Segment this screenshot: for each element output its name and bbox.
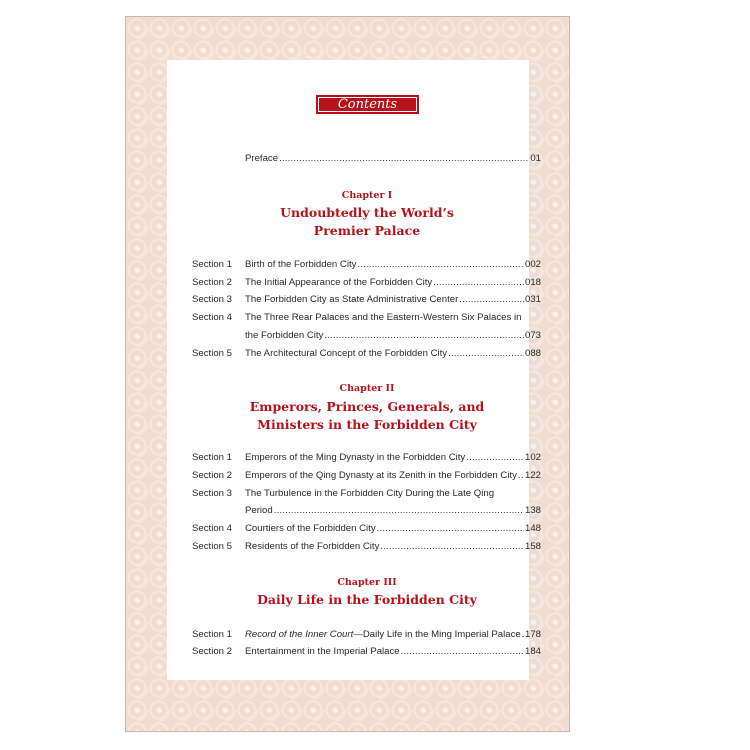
toc-entry-page: 031	[524, 294, 541, 305]
dot-leader	[380, 541, 524, 552]
dot-leader	[522, 629, 524, 640]
toc-entry[interactable]	[245, 541, 541, 552]
dot-leader	[518, 470, 524, 481]
toc-entry-title-continued: Period	[245, 505, 273, 516]
toc-entry-title: Preface	[245, 153, 279, 164]
contents-heading-badge	[316, 95, 419, 114]
dot-leader	[324, 330, 524, 341]
toc-entry-title: The Architectural Concept of the Forbidden City	[245, 348, 448, 359]
toc-entry[interactable]	[245, 259, 541, 270]
toc-entry[interactable]	[245, 330, 541, 341]
dot-leader	[279, 153, 529, 164]
section-label: Section 4	[192, 312, 233, 323]
toc-entry[interactable]	[245, 523, 541, 534]
dot-leader	[401, 646, 524, 657]
toc-entry-title: Courtiers of the Forbidden City	[245, 523, 376, 534]
toc-entry-title: Emperors of the Qing Dynasty at its Zenith in the Forbidden City	[245, 470, 517, 481]
toc-entry[interactable]	[245, 452, 541, 463]
section-label: Section 2	[192, 646, 233, 657]
chapter-title-line: Daily Life in the Forbidden City	[257, 592, 477, 607]
section-label: Section 1	[192, 452, 233, 463]
toc-entry-title: Residents of the Forbidden City	[245, 541, 380, 552]
dot-leader	[459, 294, 524, 305]
toc-entry-page: 01	[530, 153, 541, 164]
dot-leader	[448, 348, 524, 359]
chapter-label: Chapter I	[341, 190, 393, 201]
toc-entry-page: 102	[524, 452, 541, 463]
toc-entry-title: The Forbidden City as State Administrative Center	[245, 294, 459, 305]
toc-entry[interactable]	[245, 277, 541, 288]
dot-leader	[466, 452, 524, 463]
toc-entry-page: 073	[524, 330, 541, 341]
toc-entry[interactable]	[245, 470, 541, 481]
section-label: Section 3	[192, 294, 233, 305]
toc-entry-title-italic: Record of the Inner Court	[245, 629, 354, 640]
toc-entry-title: The Three Rear Palaces and the Eastern-Western Six Palaces in	[245, 312, 522, 323]
toc-entry-page: 018	[524, 277, 541, 288]
section-label: Section 2	[192, 470, 233, 481]
chapter-title-line: Emperors, Princes, Generals, and	[249, 399, 485, 414]
toc-entry[interactable]	[245, 348, 541, 359]
toc-entry-page: 158	[524, 541, 541, 552]
toc-entry-page: 138	[524, 505, 541, 516]
section-label: Section 1	[192, 259, 233, 270]
toc-entry-title: —Daily Life in the Ming Imperial Palace	[353, 629, 521, 640]
dot-leader	[274, 505, 524, 516]
toc-entry-page: 184	[524, 646, 541, 657]
chapter-title-line: Ministers in the Forbidden City	[257, 417, 477, 432]
toc-entry[interactable]	[245, 646, 541, 657]
dot-leader	[377, 523, 524, 534]
toc-entry-page: 088	[524, 348, 541, 359]
chapter-label: Chapter II	[339, 383, 395, 394]
section-label: Section 5	[192, 541, 233, 552]
toc-entry[interactable]	[245, 294, 541, 305]
toc-entry[interactable]	[245, 505, 541, 516]
toc-entry-title: Entertainment in the Imperial Palace	[245, 646, 400, 657]
toc-entry-title: The Initial Appearance of the Forbidden City	[245, 277, 433, 288]
toc-entry-page: 002	[524, 259, 541, 270]
dot-leader	[433, 277, 524, 288]
section-label: Section 5	[192, 348, 233, 359]
contents-heading: Contents	[318, 97, 417, 112]
chapter-title-line: Undoubtedly the World’s	[280, 205, 454, 220]
section-label: Section 4	[192, 523, 233, 534]
section-label: Section 3	[192, 488, 233, 499]
toc-entry-title: The Turbulence in the Forbidden City During the Late Qing	[245, 488, 495, 499]
toc-entry-page: 178	[524, 629, 541, 640]
toc-entry-title: Emperors of the Ming Dynasty in the Forbidden City	[245, 452, 466, 463]
toc-entry-title-continued: the Forbidden City	[245, 330, 324, 341]
toc-entry-page: 148	[524, 523, 541, 534]
toc-entry-line[interactable]	[245, 312, 541, 323]
chapter-title-line: Premier Palace	[313, 223, 421, 238]
toc-entry-title: Birth of the Forbidden City	[245, 259, 357, 270]
toc-entry-preface[interactable]	[245, 153, 541, 164]
section-label: Section 1	[192, 629, 233, 640]
chapter-label: Chapter III	[337, 577, 397, 588]
dot-leader	[357, 259, 524, 270]
section-label: Section 2	[192, 277, 233, 288]
toc-entry[interactable]	[245, 629, 541, 640]
toc-entry-line[interactable]	[245, 488, 541, 499]
toc-entry-page: 122	[524, 470, 541, 481]
